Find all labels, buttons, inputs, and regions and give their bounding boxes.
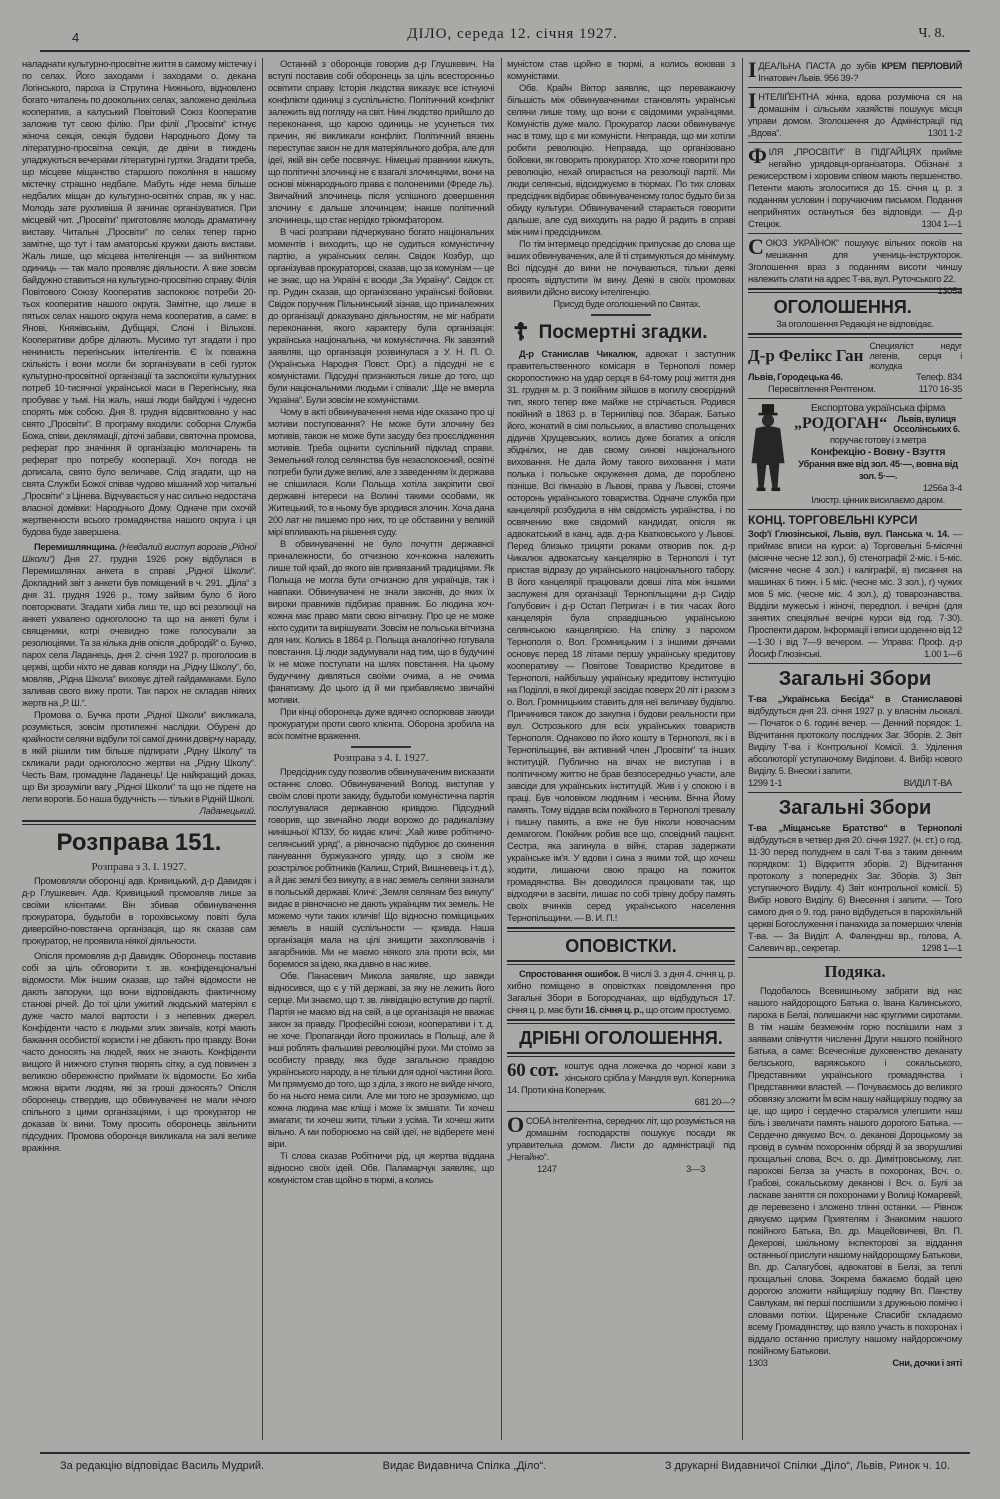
notices-heading: ОПОВІСТКИ. <box>565 936 677 957</box>
article-paragraph: Чому в акті обвинувачення нема ніде сказано про ці мотиви поступовання? Не може бути злочину без мотивів, також не може бути засуду без проєслідження мотивів. Треба оцінити суспільний підклад справи. Земельний голод селянства був незаспокоєний, освітні потреби були дуже великі, але з заведенням їх держава не спішилася. Коли Польща хотіла закріпити свої державні інтереси на Волині такими особами, як Житецький, то в ньому був зродився злочин. Хоча дана 200 лат не пишемо про них, то це обставини у великій мірі впливають на рішення суду. <box>268 406 494 537</box>
obituary-text: адвокат і заступник правительственного комісаря в Тернополі помер скоропостижно на удар серця в 64-тому році життя дня 31. грудня м. р. З покійним зійшов в могилу своєрідний тип, якого тепер вже майже не стрічається. Родився покійний в 1863 р. в Тернилівці пов. Збараж. Батько його, жонатий в сімі польських, а властиво спольщених дідичів Хрущевських, колись дуже богатих а опісля збіднілих, не дав свому синові національного виховання. Не дала йому такого виховання і мати полька і польське окруження дома, де пороблено пізніше. Всі гімназію в Львові, права у Львові, стоячи осторонь українського товариства. Одначе служба при канцелярії розбудила в нім свідомість українства, і по освячению вже свідомий кандидат, опісля як адвокатський в канц. адв. д-ра Кватковського у Львові. Перед близько трицяти роками отворив пок. д-р Чикалюк адвокатську канцелярію в Тернополі і тут пристав відразу до українського національного табору. В його канцелярії працювали довші літа між іншими заслужені для організації Тернопільщини д-р Сидір Голубович і д-р Остап Петригач і в тих часах його канцелярія була справдішньою українською селянською канцелярією. На спілку з парохом Тернополя о. Вол. Громницьким і з іншими діячами основує перед 18 літами першу українську кредитову кооперативу — Повітове Товариство Кредитове в Тернополі, найбільшу українську кредитову інституцію на Поділлі, в якої дирекції засідає поверх 20 літ і разом з о. Вол. Громницьким ставить для неї величаву будівлю. Причинився також до закупна і будови реальности при вул. Острозького для всіх українських товариств Тернополя. Однаково по його кошту в Тернополі, як і в Тернопільщині, він активний член „Просвіти“ та інших інституцій. Публично на вічах не виступав і в політичному життю не брав безпосередньо участи, але завсіди для українських інституцій. Жив і у спокою і в праці. Був чоловіком людяним і чесним. Вічна Йому память. Тому віддав всім покійного в Тернополі тревалу і пишну память, а вже не був ніколи новочасним демагогом. Покійник робив все що, сповідний пацієнт. Сестра, яка загинула в війні, старав задержати українське ім'я. У вдови і сина з якими той, що хочеш ходити, лишаючи свою працю на пожиток громадянства. Він доводилося працювати так, що відходячи в засвіти, лишає по собі трівку добру память своїх вчинків серед українського населення Тернопільщини. — В. И. П.! <box>507 348 736 924</box>
ad-rule <box>507 1111 735 1112</box>
page-header <box>60 22 965 52</box>
article-subtitle: (Невдалий виступ ворогів „Рідної Школи“) <box>22 541 256 564</box>
doctor-xray: Пересвітлення Рентгеном. <box>768 383 876 394</box>
classified-ad <box>507 1060 735 1108</box>
article-paragraph: Предсідник суду позволив обвинуваченим висказати останнє слово. Обвинувачений Волод. виступав у своїм слові проти закиду, будьтоби комуністична партія послугувалася державною кривдою. Підсудний говорив, що звичайно люди ворожо до радикалізму нинішньої КПЗУ, бо кидає кличі: „Хай живе робітничо-селянський уряд“, а рівночасно підбурює до скинення панування буржуазного уряду, що з своїм же розстрілює робітників (Калиш, Стрий, Вишневець і т. д.), а й дає землі без викупу, а в нас земель селяни зазнали в польській державі. Кличі: „Земля селянам без викупу“ видає в рівночасно не дають українцям тих земель. Не можемо чути таких кличів! Що відносно поміщицьких земель в нашій суспільности — кривда. Наша організація мала на цілі знищити захоплювачів і загарбників. Ми не маємо ніякого зла проти всіх, ми боремося за ідею, яка давно в нас живе. <box>268 766 494 969</box>
ad-code: 1298 1—1 <box>921 942 962 953</box>
article-lead: Перемишлянщина. <box>34 541 118 552</box>
column-4 <box>748 58 962 1371</box>
article-paragraph: Промовляли оборонці адв. Кривицький, д-р Давидяк і д-р Глушкевич. Адв. Кривицький промовляв лише за своїми клієнтами. Він збивав обвинувачення прокуратора, будьтоби в горохівському повіті була диверсійно-повстанча організація, що як сказав сам прокуратор, не проявила ніякої діяльности. <box>22 875 256 946</box>
column-divider <box>262 58 263 1440</box>
rodogan-offer: поручає готову і з метра <box>829 434 927 445</box>
article-paragraph: Обв. Крайн Віктор заявляє, що переважаючу більшість між обвинуваченими становлять українські селяни лише тому, що вони є свідомими українцями. Комуністів дуже мало. Прокуратор ласки обвинувачує нас в тому, що є ми комуністи. Неправда, що ми хотіли робити революцію. Неправда, що організовано бойовки, як говорить прокуратор. Хто хоче говорити про революцію, нехай опирається на резолюції партії. Ми люди селянські, відсиджуємо в тюрмах. По тих словах предсідник відбирає обвинуваченому голос будьто би за обиду культури. Обвинувачений старається говорити дальше, але суд виходить на радю й радить в справі між ним і предсідником. <box>507 82 735 237</box>
ad-code: 1256a 3-4 <box>922 482 962 493</box>
ad-rule <box>748 398 962 399</box>
ad-text: ОЮЗ УКРАЇНОК“ пошукує вільних покоїв на мешкання для учениць-інструкторок. Зголошення враз з поданням висоти чиншу належить слати на адрес Т-ва, вул. Руточського 22. <box>748 237 962 284</box>
ad-rule <box>748 957 962 958</box>
thanks-text: Подобалось Всевишньому забрати від нас нашого найдорощого Батька о. Івана Калинського, пароха в Белзі, полишаючи нас круглими сиротами. В тім нашім безмежнім горю поспішили нам з заявами співчуття численні Други нашого покійного Батька, а саме: Всечесніше духовенство деканату белзського, варяжського і сокальського, Представники українського громадянства і Представники властей. — Почуваємось до великого обовязку зложити Їм всім нашу найщирішу подяку за це, що щиро і сердечно старалися улегшити наш біль і звеличати память нашого дорогого Батька. — Сердечно дякуємо Всч. о. деканові Дороцькому за провід в сумнім похороннім обряді й за зворушливі прощальні слова, Всч. о. др. Димітровському, лат. пароховi Белза за участь в похоронах, Всч. о. Грабові, сокальському деканові і Всч. о. Булі за ласкаве заняття ся похоронами у Волиці Комаревій, де перевезено і зложено тлінні останки. — Рівнож дякуємо щирим Приятелям і Знакомим нашого покійного Батька, Вп. др. Мацейовичеві, Вп. П. Декерові, шкільному інспекторові за віддання останньої прислуги нашому найдорощому Батькови, Вп. др. Салагубові, адвокатові в Белзі, за теплі прощальні слова. Зокрема бажаємо бодай цею дорогою зложити найщирішу подяку Вп. Панству Савлукам, які перші поспішили з дружньою помічю і словами потіхи. Щиреньке Спасибіг складаємо всему Громадянству, що взяло участь в похоронах і віддало останню прислугу нашому найдорожчому покійному Батькови. <box>748 985 962 1356</box>
obituary-name: Д-р Станислав Чикалюк, <box>519 348 638 360</box>
drop-cap: С <box>748 234 764 259</box>
ad-price: 60 сот. <box>507 1060 559 1082</box>
article-paragraph: Останній з оборонців говорив д-р Глушкевич. На вступі поставив собі оборонець за ціль всесторонньо освітити справу. Історія людства виказує все істнуючі конфлікти одиниці з суспільністю. Політичний конфлікт залежить від погляду на світ. Нині людство прийшло до переконання, що карою одиниць не усунеться тих причин, які викликали конфлікт. Політичний вязень переступає закон не для матеріяльного добра, але для ідеї, якій він себе посвячує. Німецькі правники кажуть, що політичні злочинці не є взагалі злочинцями, вони на основі міжнароднього права є полоненими (Фреде ль). Звичайний злочинець після успішного довершення злочину є дальше злочинцем; інакше політичний злочинець, що стає нерідко тріюмфатором. <box>268 58 494 225</box>
courses-text: — приймає вписи на курси: а) Торговельні 5-місячні (місячне чесне 12 зол.), б) стенографії 2-міс. і 5-міс. (місячне чесне 4 зол.) і каліграфії, в) писання на машинах 6 тижн. і 5 міс. (чесне міс. 3 зол.), г) чужих мов 5 міс. (чесне міс. 4 зол.), д) товарознавства. Відділи мужеські і жіночі, передпол. і вечірні (для занятих спеціяльні вечірні курси від год. 7·30). Проспекти даром. Інформації і вписи щоденно від 12—1·30 і від 7—9 вечером. — Управа: Проф. д-р Йосиф Глюзінські. <box>748 528 963 659</box>
issue-number: Ч. 8. <box>918 26 945 41</box>
ad-text: коштує одна ложечка до чорної кави з хінського срібла у Мандля вул. Коперника 14. Проти кіна Коперник. <box>507 1060 735 1096</box>
meeting-ad <box>748 796 962 954</box>
classified-ad <box>748 234 962 296</box>
ads-heading: ОГОЛОШЕННЯ. <box>773 297 912 317</box>
drop-cap: І <box>748 88 757 113</box>
ad-brand: КРЕМ ПЕРЛОВИЙ <box>881 60 963 71</box>
article-paragraph: Ті слова сказав Робітничи рід, ця жертва віддана відносно своїх ідей. Обв. Паламарчук заявляє, що комуністом став щойно в тюрмі, а колись <box>268 1150 494 1185</box>
column-2 <box>268 58 494 1186</box>
ad-text: ІЛЯ „ПРОСВІТИ“ В ПІДГАЙЦЯХ прийме негайно урядовця-організатора. Обізнані з режисерством і хоровим співом мають першенство. Петенти мають зголоситися до 15. січня ц. р. з поданням условин і поручаючим письмом. Подання неприйнятих остануться без відповіди. — Д-р Стецюк. <box>748 146 962 229</box>
classified-ad <box>507 1112 735 1175</box>
notice-text: В числі 3. з дня 4. січня ц. р. хибно поміщено в оповістках повідомлення про Загальні Збори в Богородчанах, що відбудуться 17. січня ц. р. має бути <box>507 968 735 1016</box>
rodogan-catalog: Ілюстр. цінник висилаємо даром. <box>811 494 945 505</box>
small-ads-heading: ДРІБНІ ОГОЛОШЕННЯ. <box>519 1028 723 1049</box>
article-paragraph: В часі розправи підчеркувано богато національних моментів і виходить, що не судиться комуністичну партію, а українських селян. Свідок Козбур, що організував прокураторові, сказав, що за комунізм — це не знає, що на Україні є всюди „За Україну“. Свідок ст. пр. Рудин сказав, що організовано українські бойовки. Свідок поручник Пільнинський зізнав, що приналежних до організації доказувано діяльностям, не міг набрати переконання, якого характеру була організація: українська національна, чи комуністична. Як завзятий заявляв, що організація розвинулася з У. Н. П. О. (Українська Народня Повст. Орг.) а підсудні не є комуністами. Підсудні признаються лише до того, що були національними людьми і співали: „Ще не вмерла Україна“. Були зовсім не комуністами. <box>268 226 494 405</box>
section-rule <box>351 746 411 748</box>
section-subheading: Розправа з 3. I. 1927. <box>91 861 187 873</box>
ad-text: СОБА інтелігентна, середних літ, що розуміється на домашнім господарстві пошукує посади як управителька домом. Листи до адміністрації під „Негайно“. <box>507 1115 735 1163</box>
section-rule <box>591 314 651 316</box>
section-rule <box>507 927 735 932</box>
thanks-ad <box>748 961 962 1369</box>
page-number: 4 <box>72 30 80 45</box>
section-heading: Розправа 151. <box>56 829 222 856</box>
ads-disclaimer: За оголошення Редакція не відповідає. <box>776 318 934 329</box>
ad-code: 1299 1-1 <box>748 777 783 788</box>
ad-run: 3—3 <box>686 1163 705 1175</box>
meeting-text: відбудуться в четвер дня 20. січня 1927. (н. ст.) о год. 11·30 перед полуднем в салі Т-ва з таким денним порядком: 1) Відкриття зборів. 2) Відчитання протоколу з попередніх Заг. Зборів. 3) Звіт уступаючого Виділу. 4) Звіт контрольної комісії. 5) Вибір нового Виділу. 6) Внесення і запити. — Того самого дня о 9. год. рано відбудеться в парохіяльній церкві Богослуження і панахида за померших членів Т-ва. — За Виділ: А. Фаленднш вр., голова, А. Салевич вр., секретар. <box>748 834 962 953</box>
verdict-note: Присуд буде оголошений по Святах. <box>553 298 701 309</box>
header-rule <box>40 50 970 52</box>
doctor-address: Львів, Городецька 46. <box>748 371 843 382</box>
ad-rule <box>748 663 962 664</box>
section-rule <box>748 288 962 293</box>
thanks-title: Подяка. <box>824 962 886 981</box>
ad-rule <box>748 142 962 143</box>
ad-code: 1303 <box>748 1357 768 1368</box>
ad-rule <box>748 509 962 510</box>
notice-date: 16. січня ц. р., <box>585 1004 644 1016</box>
page-footer <box>40 1452 970 1472</box>
courses-title: КОНЦ. ТОРГОВЕЛЬНІ КУРСИ <box>748 513 918 527</box>
meeting-org: Т-ва „Міщанське Братство“ в Тернополі <box>748 822 962 833</box>
footer-publisher: Видає Видавнича Спілка „Діло“. <box>382 1460 547 1472</box>
section-rule <box>22 820 256 825</box>
ad-text: НТЕЛІҐЕНТНА жінка, вдова розуміюча ся на домашнім і сільськім хазяйстві пошукує місця управи домом. Зголошення до Адміністрації під „Вдова“. <box>748 91 962 138</box>
doctor-phone: Телеф. 834 <box>916 371 962 382</box>
rodogan-prices: Убрання вже від зол. 45·—, вовна від зол. 5·—. <box>798 458 958 481</box>
ad-text: Ігнатович Львів. 956 39-? <box>758 72 859 83</box>
rodogan-address: Львів, вулиця Оссолінських 6. <box>893 414 960 434</box>
rodogan-goods: Конфекцію - Вовну - Взуття <box>810 446 946 458</box>
ad-rule <box>748 87 962 88</box>
ad-code: 1170 16-35 <box>918 383 962 394</box>
article-paragraph: В обвинуваченні не було почуття державної приналежности, бо отчизною хоч-кожна належить лише той край, до якого вів привязаний традиціями. Як Польща не могла бути отчизною для українців, так і навпаки. Обвинувачені не знали законів, до яких їх вироки правників підбирає правник. Бо людина хоч-кожна має право мати свою вітчизну. Про це не може ніхто судити та вирішувати. Зовсім не польська вітчизна для них. Колись в 1864 р. Польща аналогічно готувала повстання. Ці люди задумували над тим, що в будучині їх не може поступати на шлях повстання. На цьому будуччину дивляться своїми очима, а не очима фанатизму. До цього ід й ми прибавляємо звичайні мотиви. <box>268 538 494 705</box>
obituaries-title: Посмертні згадки. <box>538 322 708 344</box>
meeting-title: Загальні Збори <box>778 668 932 690</box>
section-rule <box>507 960 735 965</box>
obituary-paragraph <box>507 348 735 924</box>
gentleman-figure-icon <box>748 402 788 494</box>
rodogan-brand: „РОДОГАН“ <box>794 415 888 432</box>
courses-address: Зоф'ї Глюзінської, Львів, вул. Панська ч. 14. <box>748 528 950 539</box>
article-paragraph: По тім інтермецо предсідник припускає до слова ще інших обвинувачених, але й ті стримуються до мінімуму. Всі підсудні до вини не почуваються, тільки деякі просять відпустити їм вину. Деякі в своїх промовах виявили дійсно високу інтелігенцію. <box>507 238 735 297</box>
drop-cap: І <box>748 57 757 82</box>
ad-code: 1304 1—1 <box>921 218 962 229</box>
doctor-specialty: Специяліст недуг легенів, серця і жолудка <box>869 341 962 371</box>
notice-paragraph <box>507 968 735 1016</box>
notice-text-end: що отсим простуємо. <box>645 1004 732 1016</box>
meeting-org: Т-ва „Українська Бесіда“ в Станиславові <box>748 693 962 704</box>
article-text: Дня 27. грудня 1926 року відбулася в Перемишлянах анкета в справі „Рідної Школи“. Докладний звіт з анкети був поміщений в ч. 291. „Діла“ з дня 31. грудня 1926 р., тому зайвим було б його повторювати. Згадати хиба лиш те, що всі резолюції на анкеті ухвалено одноголосно та що на анкеті були і священики, котрі очевидно тоже голосували за резолюціями. Та за кілька днів опісля „добродій“ о. Бучко, парох села Ладанець, дня 2. січня 1927 р. проголосив в церкві, щоби ніхто не давав коляди на „Рідну Школу“, бо, мовляв, „Рідна Школа“ виховує дітей гайдамаками. Було заливав свого вижу проти. Так парох не складав ніяких жертв на „Р. Ш.“. <box>22 553 257 708</box>
article-paragraph: При кінці оборонець дуже вдячно оспорював закиди прокуратури проти свого клієнта. Оборона зробила на всіх помітне враження. <box>268 706 494 741</box>
classified-ad <box>748 88 962 139</box>
rodogan-tagline: Експортова українська фірма <box>810 402 946 414</box>
meeting-ad <box>748 667 962 789</box>
ad-code: 1.00 1—6 <box>924 648 962 659</box>
section-rule <box>748 333 962 338</box>
classified-ad <box>748 143 962 230</box>
meeting-text: відбудуться дня 23. січня 1927 р. у власнім льокалі. — Початок о 6. годині вечер. — Денний порядок: 1. Відчитання протоколу послідних Заг. Зборів. 2. Звіт Виділу Т-ва і Контрольної Комісії. 3. Уділення абсолюторії уступаючому Виділови. 4. Вибір нового Виділу. 5. Внески і запити. <box>748 705 962 776</box>
column-divider <box>742 58 743 1440</box>
ad-rule <box>748 792 962 793</box>
thanks-signature: Сни, дочки і зяті <box>892 1357 962 1368</box>
ad-text: ДЕАЛЬНА ПАСТА до зубів <box>758 60 877 71</box>
ad-code: 1247 <box>537 1163 557 1175</box>
article-paragraph: Опісля промовляв д-р Давидяк. Оборонець поставив собі за ціль обговорити т. зв. конфіденціональні відомости. Між іншим сказав, що тайні відомости не дають запоруки, що вони відповідають фактичному станові річей. До тої ціли ужитий людський матеріял є дуже часто малої вартости і з непевних джерел. Конфіденти часто є людьми злих звичаїв, котрі мають бажання особистої користи і не дбають про правду. Вони часто доносять на людей, яких не знають. Конфіденти вищого й нижчого ступня творять сітку, а суд повинен з великою обережністю приймати їх відомости. Бо хиба можна вірити людям, які за гроші доносять? Опісля оборонець ствердив, що обвинувачені не мали нічого спільного з цими організаціями, і що прокуратор не доказав їх вини. Тому просить оборонець звільнити підсудних. Промова оборонця викликала на залі велике вражіння. <box>22 950 256 1153</box>
footer-printer: З друкарні Видавничої Спілки „Діло“, Львів, Ринок ч. 10. <box>664 1460 950 1472</box>
drop-cap: О <box>507 1112 524 1138</box>
article-paragraph: наладнати культурно-просвітне життя в самому містечку і по селах. Його заходами і заходами о. декана Логінського, пароха із Струтина Нижнього, відновлено богато читалень по доокольних селах, заложено декілька кооператив, а калуський Повітовий Союз Кооператив заложив тут свою філію. При філії „Просвіти“ істнує жіноча секція, секція будови Народнього Дому та літературно-просвітна секція, де двічи в тиждень уладжуються вечерами літературні гуртки. Згадати треба, що місцеве міщанство старшого покоління в нашому містечку страшно недбале. Мабуть ніде нема більше недбалих міщан до культурно-освітніх справ, як у нас. Молодь зате рухливіша й зачинає організуватися. При місцевій чит. „Просвіти“ приготовляє молодь драматичну виставу. Читальні „Просвіти“ по селах тепер гарно замітне, що тут і там аматорські кружки дають вистави. Жаль лише, що місцева інтелігенція — за вийнятком одиниць — так мало проявляє діяльности. А вже зовсім байдужно ставиться на культурно-просвітню справу. Філія Повітового Союзу Кооператив заспокоює потреби 20-тьох кооператив нашого округа. Замітне, що лише в пятьох селах нашого округа нема кооператив, а саме: в Янові, Княжівськім, Дубщарі, Слоні і Вільхові. Кооперативи добре ділають. Мусимо тут згадати і про ненинисть перегінських інтелігентів. Є їх поважна скількість і вони могли би зорганізувати в себі гурток культурно-просвітної організації та заспокоїти культурних потреб 10-тисячної української маси в Перегінську, яка пробуває у тьмі. На жаль, наші люди байдужі і чудесно спорять між собою. Дня 8. грудня відсвятковано у нас свято „Просвіти“. В програму входили: соборна Служба Божа, співи, деклямації, діточі забави, святочна промова, реферат про значіння й організацію молочарень та реферат про потребу кооперації. Хоч погода не дописала, свято було величаве. Слід згадати, що на свята Служби Божої співав чудово мішаний хор читальні „Просвіти“ з Цінева. Відчувається у нас сильно недостача власної домівки: Народнього Дому. Одначе при охочій жертвенности всього громадянства нашого округа і ця будова буде завершена. <box>22 58 256 537</box>
section-rule <box>507 1052 735 1057</box>
column-divider <box>501 58 502 1440</box>
drop-cap: Ф <box>748 143 767 168</box>
meeting-title: Загальні Збори <box>778 797 932 819</box>
ad-code: 1301 1-2 <box>927 127 962 138</box>
courses-ad <box>748 513 962 660</box>
rodogan-ad <box>748 402 962 506</box>
column-1 <box>22 58 256 1154</box>
article-paragraph: Промова о. Бучка проти „Рідної Школи“ викликала, розуміється, зовсім протилежні наслідки. Обурені до крайности селяни відбули тої самої днини довірчу нараду, в якій рішили тим більше підпирати „Рідну Школу“ та скликали ради одноголосно жертви на „Рідну Школу“. Честь Вам, громадяне Ладанець! Це найкращий доказ, що Ви зрозуміли вагу „Рідної Школи“ та що не підете на лепи ворогів. Бо наша будучність — тільки в Рідній Школі. <box>22 709 256 804</box>
section-subheading: Розправа з 4. I. 1927. <box>333 752 429 764</box>
article-signature: Ладанецький. <box>199 805 256 816</box>
footer-editor: За редакцію відповідає Василь Мудрий. <box>60 1460 265 1472</box>
column-3 <box>507 58 735 1177</box>
obituaries-heading <box>507 320 735 346</box>
article-paragraph: Обв. Панасевич Микола заявляє, що завжди відносився, що є у тій державі, за яку не лежить його серце. Ми знаємо, що т. зв. ліквідацію вступив до партії. Партія не маємо від на свій, а це організація не вважає закон за правду. Професійні союзи, кооперативи і т. д. не хоче. Пропаганди його прожилась в Польщі, але й інші роблять фальшиві революційні рухи. Ми стоїмо за особисту правду, яка буде загальною правдою українського народу, а не тільки для одної частини його. Ми прямуємо до того, що з діла, з якого не вийде нічого, бо на нього нема сили. Але ми того не зрозуміємо, що кожна людина має кліщі і може їх змішати. Ти хочеш змагати; ти хочеш жити, тільки з усіма. Ти хочеш жити вільно. А ми поборюємо на свій ідеї, не відберете мені віри. <box>268 970 494 1149</box>
masthead-title: ДІЛО, середа 12. січня 1927. <box>407 26 618 42</box>
meeting-signature: ВИДІЛ Т-ВА <box>903 777 952 788</box>
orthodox-cross-icon: ☦ <box>513 319 529 346</box>
ad-code: 681 20—? <box>694 1096 735 1108</box>
ad-code: 1305a <box>937 285 962 296</box>
doctor-ad <box>748 341 962 395</box>
article-paragraph: муністом став щойно в тюрмі, а колись воював з комуністами. <box>507 58 735 81</box>
ad-rule <box>748 233 962 234</box>
article-paragraph <box>22 541 256 709</box>
section-rule <box>507 1019 735 1024</box>
classified-ad <box>748 57 963 84</box>
doctor-name: Д-р Фелікс Ган <box>748 346 864 365</box>
notice-lead: Спростовання ошибок. <box>519 968 621 980</box>
